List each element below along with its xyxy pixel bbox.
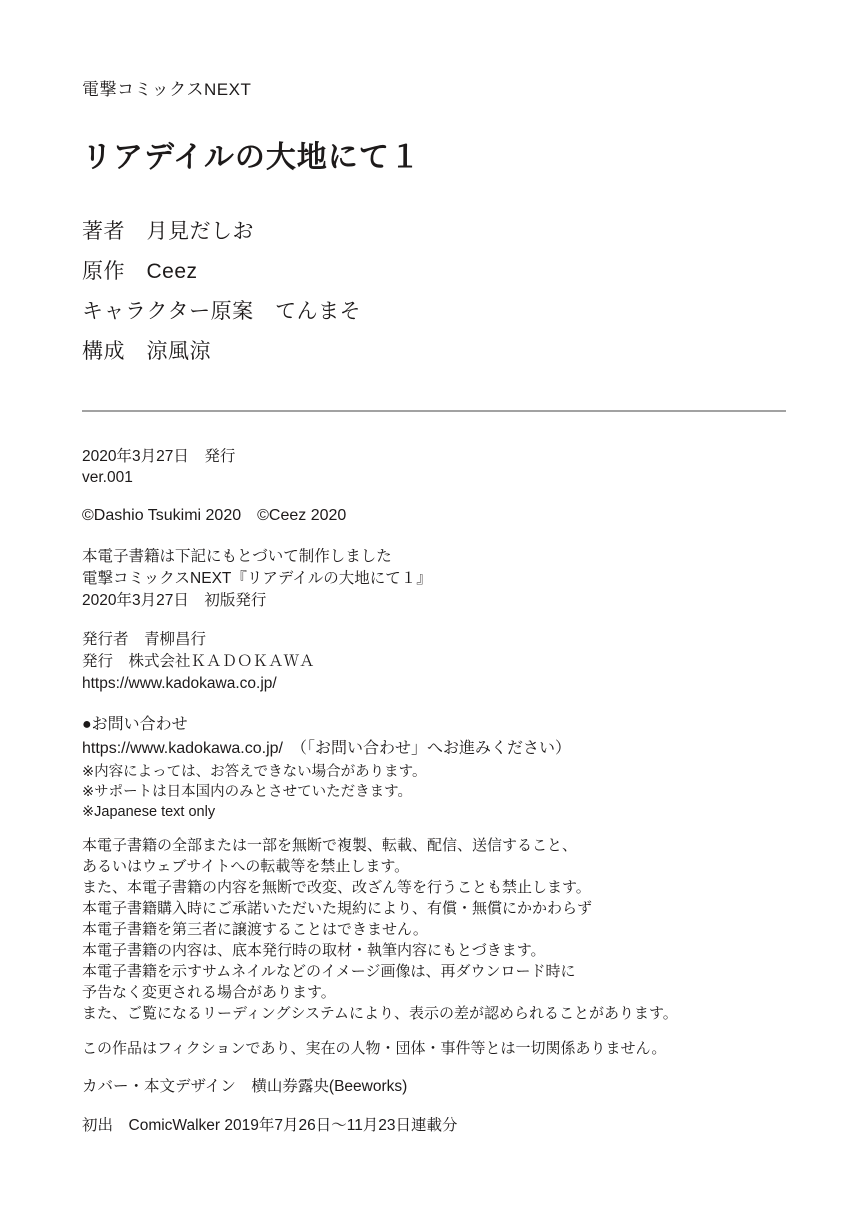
legal-line: また、ご覧になるリーディングシステムにより、表示の差が認められることがあります。 bbox=[82, 1005, 678, 1023]
imprint-label: 電撃コミックスNEXT bbox=[82, 80, 252, 99]
source-note-line: 本電子書籍は下記にもとづいて制作しました bbox=[82, 548, 392, 566]
legal-line: 本電子書籍の内容は、底本発行時の取材・執筆内容にもとづきます。 bbox=[82, 942, 546, 960]
contact-note: ※内容によっては、お答えできない場合があります。 bbox=[82, 764, 427, 781]
contact-notes bbox=[82, 762, 850, 822]
legal-line: あるいはウェブサイトへの転載等を禁止します。 bbox=[82, 858, 410, 876]
credit-author: 著者 月見だしお bbox=[82, 220, 254, 244]
publisher-company: 発行 株式会社ＫＡＤＯＫＡＷＡ bbox=[82, 653, 315, 671]
credit-original-story: 原作 Ceez bbox=[82, 260, 198, 284]
legal-notice-block bbox=[82, 835, 850, 1024]
legal-line: 本電子書籍購入時にご承諾いただいた規約により、有償・無償にかかわらず bbox=[82, 900, 593, 918]
credits-block bbox=[82, 212, 850, 372]
source-note-block bbox=[82, 546, 850, 612]
first-publication-note: 初出 ComicWalker 2019年7月26日～11月23日連載分 bbox=[82, 1117, 458, 1135]
version-number: ver.001 bbox=[82, 469, 133, 487]
design-credit: カバー・本文デザイン 横山券露央(Beeworks) bbox=[82, 1078, 408, 1096]
credit-character-design: キャラクター原案 てんまそ bbox=[82, 300, 362, 324]
publisher-person: 発行者 青柳昌行 bbox=[82, 631, 207, 649]
contact-block bbox=[82, 714, 850, 822]
contact-note: ※Japanese text only bbox=[82, 804, 216, 821]
legal-line: 本電子書籍を示すサムネイルなどのイメージ画像は、再ダウンロード時に bbox=[82, 963, 576, 981]
source-note-line: 2020年3月27日 初版発行 bbox=[82, 592, 267, 610]
publisher-block bbox=[82, 629, 850, 695]
legal-line: また、本電子書籍の内容を無断で改変、改ざん等を行うことも禁止します。 bbox=[82, 879, 591, 897]
edition-block bbox=[82, 446, 850, 488]
contact-heading: ●お問い合わせ bbox=[82, 716, 188, 734]
legal-line: 本電子書籍を第三者に譲渡することはできません。 bbox=[82, 921, 428, 939]
fiction-disclaimer: この作品はフィクションであり、実在の人物・団体・事件等とは一切関係ありません。 bbox=[82, 1040, 667, 1058]
legal-line: 予告なく変更される場合があります。 bbox=[82, 984, 336, 1002]
contact-url-line: https://www.kadokawa.co.jp/ （「お問い合わせ」へお進みください） bbox=[82, 740, 571, 758]
legal-line: 本電子書籍の全部または一部を無断で複製、転載、配信、送信すること、 bbox=[82, 837, 578, 855]
publisher-url: https://www.kadokawa.co.jp/ bbox=[82, 675, 277, 693]
copyright-line: ©Dashio Tsukimi 2020 ©Ceez 2020 bbox=[82, 507, 347, 525]
book-title: リアデイルの大地にて１ bbox=[82, 141, 421, 175]
horizontal-divider bbox=[82, 410, 786, 412]
issue-date: 2020年3月27日 発行 bbox=[82, 448, 236, 466]
credit-composition: 構成 涼風涼 bbox=[82, 340, 211, 364]
source-note-line: 電撃コミックスNEXT『リアデイルの大地にて１』 bbox=[82, 570, 432, 588]
contact-note: ※サポートは日本国内のみとさせていただきます。 bbox=[82, 784, 412, 801]
